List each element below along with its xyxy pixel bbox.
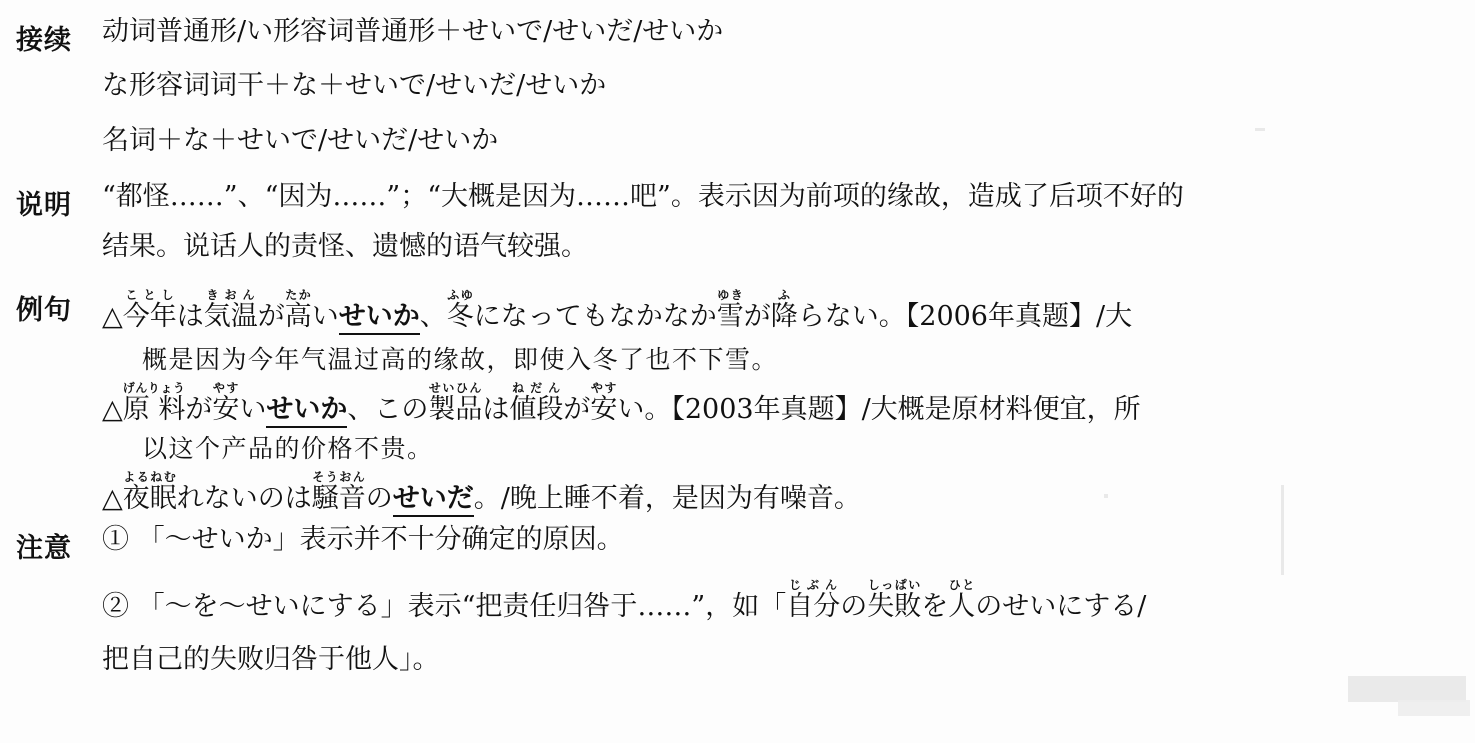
example-mark: △ [102,393,123,425]
ruby-souon: 騒音そうおん [311,469,366,514]
ruby-kotoshi: 今年ことし [122,287,177,332]
setsuzoku-line-3: 名词＋な＋せいで/せいだ/せいか [102,124,499,156]
ruby-shippai: 失敗しっぱい [867,578,922,623]
ruby-yuki: 雪ゆき [716,287,744,332]
setsumei-line-2: 结果。说话人的责怪、遗憾的语气较强。 [102,231,588,263]
ruby-nedan: 値段ねだん [509,380,564,425]
scan-smudge-bottom-right-2 [1398,700,1470,716]
ruby-takai: 高たか [284,287,312,332]
example-2 [102,381,1453,464]
ruby-yoru: 夜よる [122,469,150,514]
ruby-furu: 降ふ [770,287,798,332]
section-label-chui: 注意 [16,532,72,564]
example-1-japanese: △今年ことしは気温きおんが高たかいせいか、冬ふゆになってもなかなか雪ゆきが降ふらない。【2006年真题】/大 [102,288,1453,332]
ruby-yasui-2: 安やす [590,380,618,425]
example-3-japanese: △夜よる眠ねむれないのは騒音そうおんのせいだ。/晚上睡不着，是因为有噪音。 [102,470,1453,514]
example-2-japanese: △原 料げんりょうが安やすいせいか、この製品せいひんは値段ねだんが安やすい。【2003年真题】/大概是原材料便宜，所 [102,381,1453,425]
section-body-chui [102,523,1453,698]
ruby-seihin: 製品せいひん [428,380,483,425]
key-grammar-seika-1: せいか [339,301,420,335]
ruby-kion: 気温きおん [203,287,258,332]
chui-line-1: ① 「～せいか」表示并不十分确定的原因。 [102,523,624,555]
section-setsumei [10,183,1453,284]
section-label-setsumei: 说明 [16,190,72,222]
setsuzoku-line-2: な形容词词干＋な＋せいで/せいだ/せいか [102,70,607,102]
section-label-setsuzoku: 接续 [16,25,72,56]
ruby-hito: 人ひと [948,578,976,623]
section-label-reiku: 例句 [16,294,72,326]
example-3 [102,470,1453,514]
section-reiku [10,288,1453,520]
example-2-chinese: 以这个产品的价格不贵。 [142,433,434,463]
ruby-yasui: 安やす [212,380,240,425]
section-chui [10,523,1453,698]
example-mark: △ [102,300,123,332]
chui-line-2: ② 「～を～せいにする」表示“把责任归咎于……”，如「自分じぶんの失敗しっぱいを人ひとのせいにする/ [102,578,1147,623]
setsumei-line-1: “都怪……”、“因为……”；“大概是因为……吧”。表示因为前项的缘故，造成了后项不好的 [102,181,1184,213]
setsuzoku-line-1: 动词普通形/い形容词普通形＋せいで/せいだ/せいか [102,16,724,47]
example-1-chinese: 概是因为今年气温过高的缘故，即使入冬了也不下雪。 [142,344,779,374]
ruby-fuyu: 冬ふゆ [446,287,474,332]
example-1 [102,288,1453,375]
section-body-setsumei [102,183,1453,284]
key-grammar-seika-2: せいか [266,394,347,428]
section-body-reiku [102,288,1453,520]
section-body-setsuzoku [102,18,1453,181]
key-grammar-seida: せいだ [393,483,474,517]
section-setsuzoku [10,6,1453,181]
ruby-genryou: 原 料げんりょう [122,380,186,425]
ruby-nemu: 眠ねむ [149,469,177,514]
ruby-jibun: 自分じぶん [786,578,841,623]
chui-line-3: 把自己的失败归咎于他人」。 [102,643,440,675]
example-mark: △ [102,482,123,514]
